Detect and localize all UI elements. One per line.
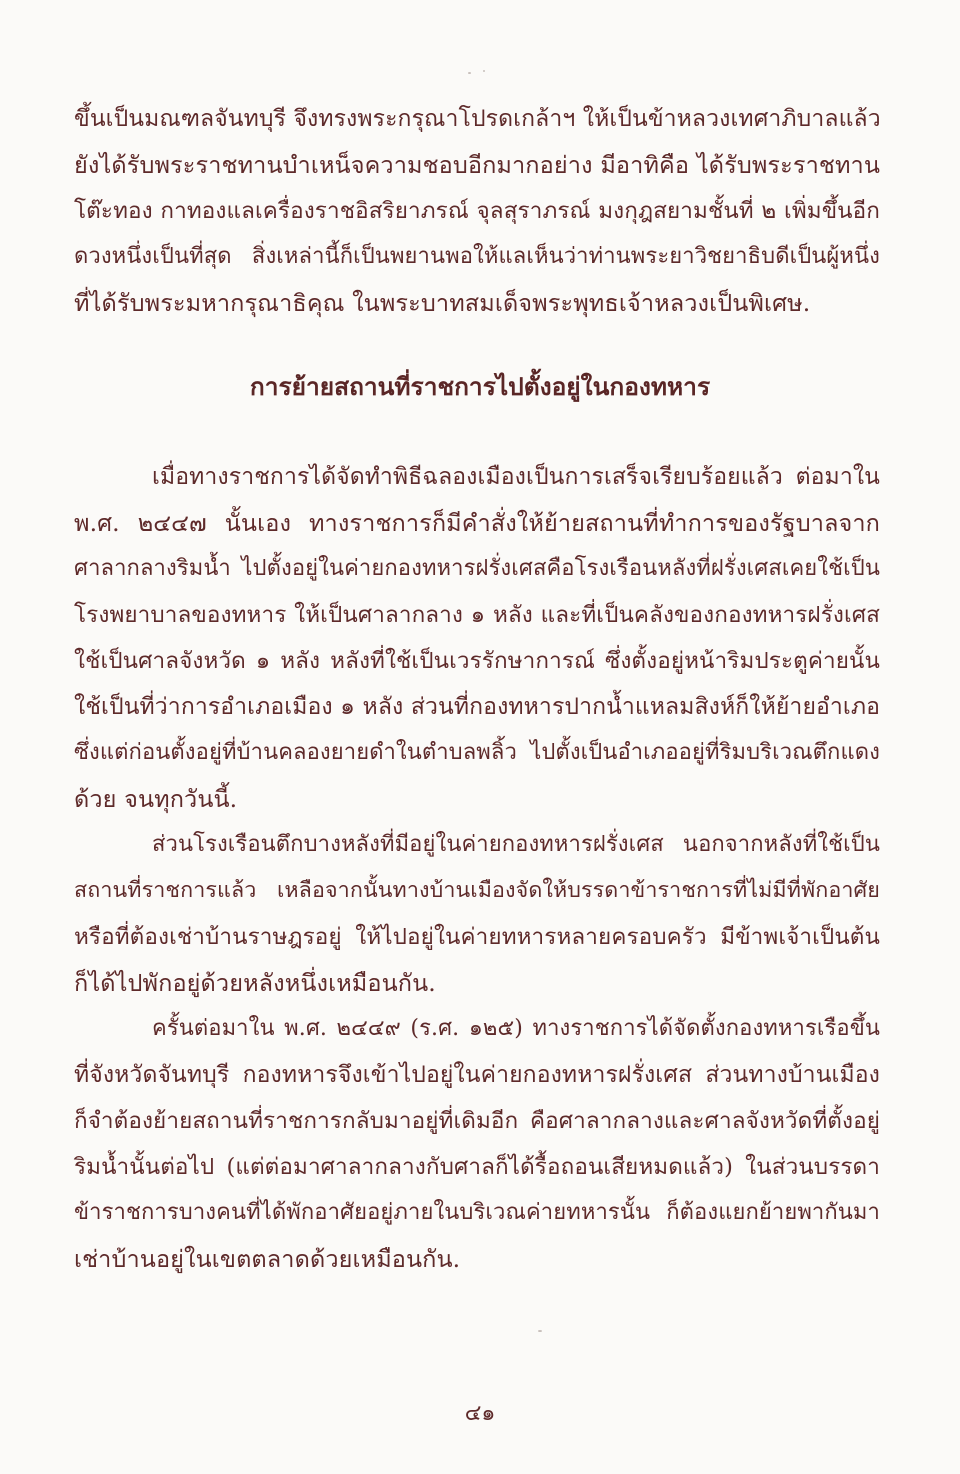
paragraph1-line-7: ซึ่งแต่ก่อนตั้งอยู่ที่บ้านคลองยายดำในตำบลพลิ้ว ไปตั้งเป็นอำเภออยู่ที่ริมบริเวณตึกแดง [74, 740, 880, 765]
section-heading: การย้ายสถานที่ราชการไปตั้งอยู่ในกองทหาร [249, 372, 711, 401]
paragraph2-line-3: หรือที่ต้องเช่าบ้านราษฎรอยู่ ให้ไปอยู่ในค่ายทหารหลายครอบครัว มีข้าพเจ้าเป็นต้น [74, 924, 880, 950]
paragraph3-line-3: ก็จำต้องย้ายสถานที่ราชการกลับมาอยู่ที่เดิมอีก คือศาลากลางและศาลจังหวัดที่ตั้งอยู่ [74, 1108, 880, 1134]
paragraph1-line-3: ศาลากลางริมน้ำ ไปตั้งอยู่ในค่ายกองทหารฝรั่งเศสคือโรงเรือนหลังที่ฝรั่งเศสเคยใช้เป็น [74, 556, 880, 581]
intro-line-2: ยังได้รับพระราชทานบำเหน็จความชอบอีกมากอย่าง มีอาทิคือ ได้รับพระราชทาน [74, 151, 880, 179]
paragraph2-line-4: ก็ได้ไปพักอยู่ด้วยหลังหนึ่งเหมือนกัน. [74, 969, 436, 997]
paragraph3-line-4: ริมน้ำนั้นต่อไป (แต่ต่อมาศาลากลางกับศาลก็ได้รื้อถอนเสียหมดแล้ว) ในส่วนบรรดา [74, 1154, 880, 1180]
paragraph2-line-2: สถานที่ราชการแล้ว เหลือจากนั้นทางบ้านเมืองจัดให้บรรดาข้าราชการที่ไม่มีที่พักอาศัย [74, 878, 880, 903]
scan-speck [538, 1330, 542, 1332]
paragraph3-line-6: เช่าบ้านอยู่ในเขตตลาดด้วยเหมือนกัน. [74, 1245, 461, 1273]
intro-line-5: ที่ได้รับพระมหากรุณาธิคุณ ในพระบาทสมเด็จพระพุทธเจ้าหลวงเป็นพิเศษ. [74, 289, 811, 317]
paragraph1-line-6: ใช้เป็นที่ว่าการอำเภอเมือง ๑ หลัง ส่วนที่กองทหารปากน้ำแหลมสิงห์ก็ให้ย้ายอำเภอ [74, 694, 880, 720]
page-number: ๔๑ [464, 1401, 496, 1426]
paragraph1-line-2: พ.ศ. ๒๔๔๗ นั้นเอง ทางราชการก็มีคำสั่งให้ย้ายสถานที่ทำการของรัฐบาลจาก [74, 509, 880, 537]
intro-line-1: ขึ้นเป็นมณฑลจันทบุรี จึงทรงพระกรุณาโปรดเกล้าฯ ให้เป็นข้าหลวงเทศาภิบาลแล้ว [74, 106, 881, 132]
paragraph3-line-5: ข้าราชการบางคนที่ได้พักอาศัยอยู่ภายในบริเวณค่ายทหารนั้น ก็ต้องแยกย้ายพากันมา [74, 1200, 880, 1225]
paragraph1-line-1: เมื่อทางราชการได้จัดทำพิธีฉลองเมืองเป็นการเสร็จเรียบร้อยแล้ว ต่อมาใน [152, 464, 880, 490]
paragraph1-line-5: ใช้เป็นศาลจังหวัด ๑ หลัง หลังที่ใช้เป็นเวรรักษาการณ์ ซึ่งตั้งอยู่หน้าริมประตูค่ายนั้น [74, 648, 880, 674]
scan-speck [468, 72, 471, 74]
paragraph3-line-2: ที่จังหวัดจันทบุรี กองทหารจึงเข้าไปอยู่ในค่ายกองทหารฝรั่งเศส ส่วนทางบ้านเมือง [74, 1062, 880, 1088]
paragraph3-line-1: ครั้นต่อมาใน พ.ศ. ๒๔๔๙ (ร.ศ. ๑๒๕) ทางราชการได้จัดตั้งกองทหารเรือขึ้น [152, 1016, 880, 1041]
paragraph1-line-4: โรงพยาบาลของทหาร ให้เป็นศาลากลาง ๑ หลัง และที่เป็นคลังของกองทหารฝรั่งเศส [74, 602, 880, 628]
scan-speck [483, 70, 485, 72]
intro-line-3: โต๊ะทอง กาทองแลเครื่องราชอิสริยาภรณ์ จุลสุราภรณ์ มงกุฎสยามชั้นที่ ๒ เพิ่มขึ้นอีก [74, 198, 880, 224]
paragraph2-line-1: ส่วนโรงเรือนตึกบางหลังที่มีอยู่ในค่ายกองทหารฝรั่งเศส นอกจากหลังที่ใช้เป็น [152, 832, 880, 857]
paragraph1-line-8: ด้วย จนทุกวันนี้. [74, 785, 238, 813]
intro-line-4: ดวงหนึ่งเป็นที่สุด สิ่งเหล่านี้ก็เป็นพยานพอให้แลเห็นว่าท่านพระยาวิชยาธิบดีเป็นผู้หนึ่ง [74, 244, 880, 269]
